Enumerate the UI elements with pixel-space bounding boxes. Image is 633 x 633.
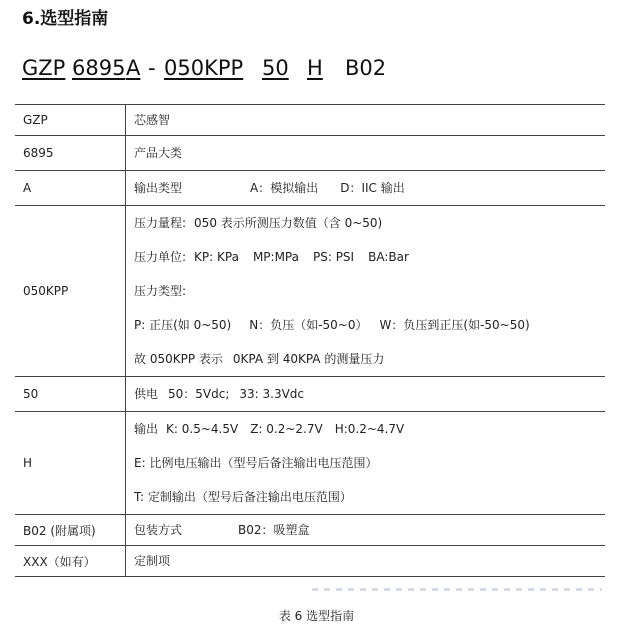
code-part-pressure: 050KPP	[164, 56, 244, 80]
description-segment: KP: KPa	[194, 250, 239, 264]
description-line	[134, 546, 605, 576]
code-part-brand: GZP	[22, 56, 66, 80]
description-segment: 压力类型:	[134, 284, 187, 298]
description-line	[134, 480, 605, 514]
row-key: 6895	[15, 136, 126, 171]
description-segment: 压力量程:	[134, 216, 187, 230]
description-segment: Z: 0.2~2.7V	[250, 422, 323, 436]
description-segment: 定制项	[134, 554, 171, 568]
row-description	[126, 515, 606, 546]
description-segment: 050 表示所测压力数值（含 0~50)	[194, 216, 383, 230]
row-key: 050KPP	[15, 206, 126, 377]
row-key: XXX（如有）	[15, 546, 126, 577]
description-segment: MP:MPa	[252, 250, 299, 264]
description-segment: 供电	[134, 387, 159, 401]
description-line	[134, 240, 605, 274]
description-segment: 故 050KPP 表示	[134, 352, 223, 366]
code-part-output: A	[126, 56, 141, 80]
description-segment: B02：吸塑盒	[238, 523, 310, 537]
description-segment: A：模拟输出	[250, 181, 319, 195]
row-description	[126, 105, 606, 136]
description-segment: 输出	[134, 422, 159, 436]
description-line	[134, 105, 605, 135]
table-row	[15, 412, 605, 515]
row-description	[126, 377, 606, 412]
description-line	[134, 446, 605, 480]
description-line	[134, 274, 605, 308]
table-row	[15, 546, 605, 577]
description-segment: 芯感智	[134, 113, 171, 127]
description-segment: 33: 3.3Vdc	[239, 387, 305, 401]
description-segment: 输出类型	[134, 181, 183, 195]
description-segment: BA:Bar	[368, 250, 409, 264]
description-segment: 压力单位:	[134, 250, 187, 264]
table-row	[15, 105, 605, 136]
row-key: 50	[15, 377, 126, 412]
description-line	[134, 308, 605, 342]
row-key: GZP	[15, 105, 126, 136]
description-segment: H:0.2~4.7V	[334, 422, 405, 436]
description-line	[134, 515, 605, 545]
description-segment: T: 定制输出（型号后备注输出电压范围）	[134, 490, 352, 504]
description-segment: PS: PSI	[312, 250, 355, 264]
code-part-category: 6895	[72, 56, 126, 80]
description-segment: 包装方式	[134, 523, 183, 537]
code-part-dash: -	[148, 56, 156, 80]
section-title: 6.选型指南	[22, 9, 109, 29]
code-part-output-range: H	[307, 56, 323, 80]
table-row	[15, 206, 605, 377]
table-row	[15, 171, 605, 206]
description-segment: 0KPA 到 40KPA 的测量压力	[232, 352, 385, 366]
description-line	[134, 206, 605, 240]
row-description	[126, 206, 606, 377]
row-key: B02 (附属项)	[15, 515, 126, 546]
description-segment: E: 比例电压输出（型号后备注输出电压范围）	[134, 456, 378, 470]
description-segment: W：负压到正压(如-50~50)	[379, 318, 530, 332]
row-key: A	[15, 171, 126, 206]
code-part-supply: 50	[262, 56, 289, 80]
row-description	[126, 136, 606, 171]
table-row	[15, 136, 605, 171]
row-description	[126, 546, 606, 577]
description-line	[134, 377, 605, 411]
selection-table	[15, 104, 605, 577]
description-segment: N：负压（如-50~0）	[249, 318, 368, 332]
table-row	[15, 515, 605, 546]
description-segment: P: 正压(如 0~50)	[134, 318, 232, 332]
row-key: H	[15, 412, 126, 515]
description-segment: 50：5Vdc;	[168, 387, 230, 401]
row-description	[126, 171, 606, 206]
code-part-package: B02	[345, 56, 387, 80]
description-line	[134, 171, 605, 205]
description-line	[134, 136, 605, 170]
description-line	[134, 342, 605, 376]
table-row	[15, 377, 605, 412]
description-segment: D：IIC 输出	[340, 181, 405, 195]
description-segment: 产品大类	[134, 146, 183, 160]
dotted-divider	[312, 588, 602, 591]
description-line	[134, 412, 605, 446]
table-caption: 表 6 选型指南	[278, 609, 355, 623]
row-description	[126, 412, 606, 515]
description-segment: K: 0.5~4.5V	[166, 422, 239, 436]
